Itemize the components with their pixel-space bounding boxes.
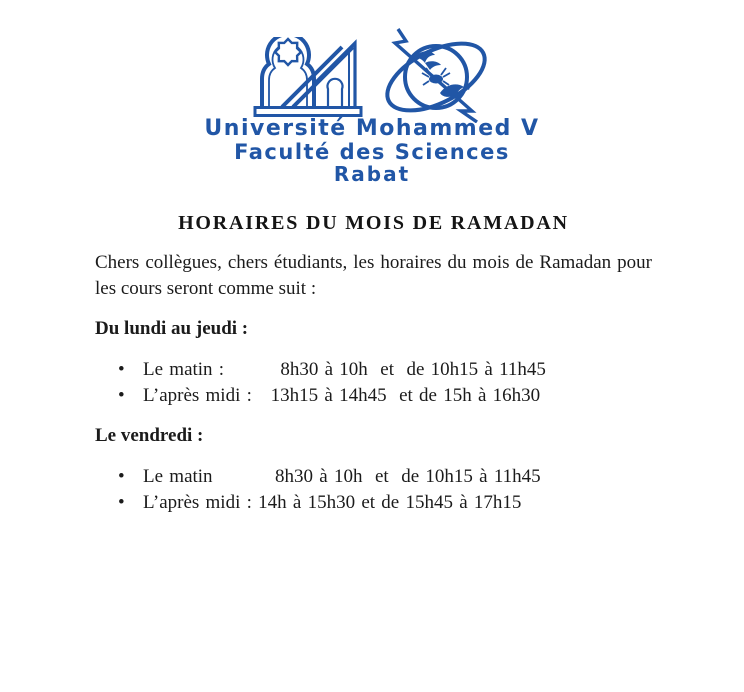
logo-text: [0, 117, 744, 185]
document-body: [95, 211, 652, 516]
city-name: Rabat: [333, 162, 411, 186]
faculty-name: Faculté des Sciences: [234, 140, 510, 164]
schedule-item-friday-morning: • Le matin 8h30 à 10h et de 10h15 à 11h45: [143, 464, 652, 490]
friday-schedule-list: [95, 464, 652, 516]
schedule-item-weekday-afternoon: • L’après midi : 13h15 à 14h45 et de 15h à 16h30: [143, 383, 652, 409]
moroccan-arch-building-icon: [252, 37, 364, 119]
weekdays-schedule-list: [95, 357, 652, 409]
logo-icons: [0, 28, 744, 123]
schedule-item-friday-afternoon: • L’après midi : 14h à 15h30 et de 15h45 à 17h15: [143, 490, 652, 516]
science-globe-orbit-icon: [380, 27, 492, 123]
intro-paragraph: Chers collègues, chers étudiants, les horaires du mois de Ramadan pour les cours seront comme suit :: [95, 252, 652, 299]
university-name: Université Mohammed V: [204, 116, 540, 141]
friday-heading: Le vendredi :: [95, 425, 204, 446]
document-title: HORAIRES DU MOIS DE RAMADAN: [178, 212, 569, 234]
schedule-item-weekday-morning: • Le matin : 8h30 à 10h et de 10h15 à 11h45: [143, 357, 652, 383]
university-logo: [0, 0, 744, 185]
weekdays-heading: Du lundi au jeudi :: [95, 318, 249, 339]
